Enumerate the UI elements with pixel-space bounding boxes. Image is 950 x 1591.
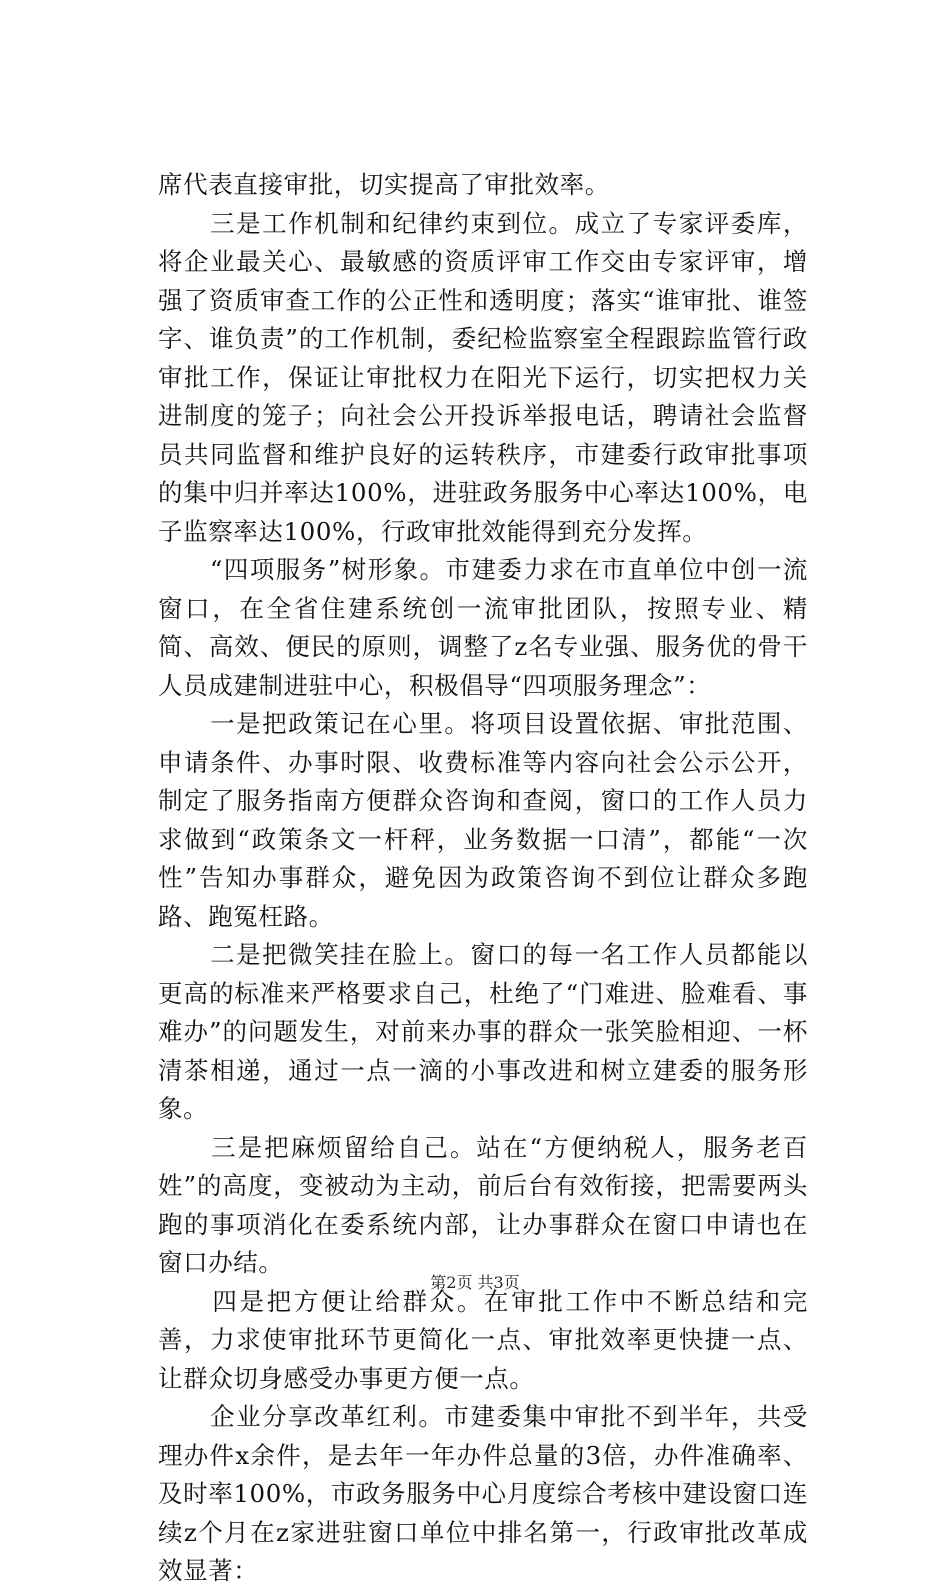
paragraph-work-mechanism: 三是工作机制和纪律约束到位。成立了专家评委库，将企业最关心、最敏感的资质评审工作交由专家评审，增强了资质审查工作的公正性和透明度；落实“谁审批、谁签字、谁负责”的工作机制，委纪检监察室全程跟踪监管行政审批工作，保证让审批权力在阳光下运行，切实把权力关进制度的笼子；向社会公开投诉举报电话，聘请社会监督员共同监督和维护良好的运转秩序，市建委行政审批事项的集中归并率达100%，进驻政务服务中心率达100%，电子监察率达100%，行政审批效能得到充分发挥。 — [158, 208, 808, 546]
page-number-footer: 第2页 共3页 — [430, 1273, 520, 1292]
body-text — [158, 166, 808, 1591]
paragraph-convenience: 四是把方便让给群众。在审批工作中不断总结和完善，力求使审批环节更简化一点、审批效率更快捷一点、让群众切身感受办事更方便一点。 — [158, 1286, 808, 1393]
paragraph-reform-dividend: 企业分享改革红利。市建委集中审批不到半年，共受理办件x余件，是去年一年办件总量的3倍，办件准确率、及时率100%，市政务服务中心月度综合考核中建设窗口连续z个月在z家进驻窗口单位中排名第一，行政审批改革成效显著： — [158, 1402, 808, 1585]
paragraph-policy: 一是把政策记在心里。将项目设置依据、审批范围、申请条件、办事时限、收费标准等内容向社会公示公开，制定了服务指南方便群众咨询和查阅，窗口的工作人员力求做到“政策条文一杆秤，业务数据一口清”，都能“一次性”告知办事群众，避免因为政策咨询不到位让群众多跑路、跑冤枉路。 — [158, 709, 808, 931]
paragraph-continuation: 席代表直接审批，切实提高了审批效率。 — [158, 170, 610, 199]
paragraph-smile: 二是把微笑挂在脸上。窗口的每一名工作人员都能以更高的标准来严格要求自己，杜绝了“门难进、脸难看、事难办”的问题发生，对前来办事的群众一张笑脸相迎、一杯清茶相递，通过一点一滴的小事改进和树立建委的服务形象。 — [158, 940, 808, 1123]
paragraph-trouble: 三是把麻烦留给自己。站在“方便纳税人，服务老百姓”的高度，变被动为主动，前后台有效衔接，把需要两头跑的事项消化在委系统内部，让办事群众在窗口申请也在窗口办结。 — [158, 1132, 808, 1277]
paragraph-four-services: “四项服务”树形象。市建委力求在市直单位中创一流窗口，在全省住建系统创一流审批团队，按照专业、精简、高效、便民的原则，调整了z名专业强、服务优的骨干人员成建制进驻中心，积极倡导“四项服务理念”： — [158, 555, 808, 700]
